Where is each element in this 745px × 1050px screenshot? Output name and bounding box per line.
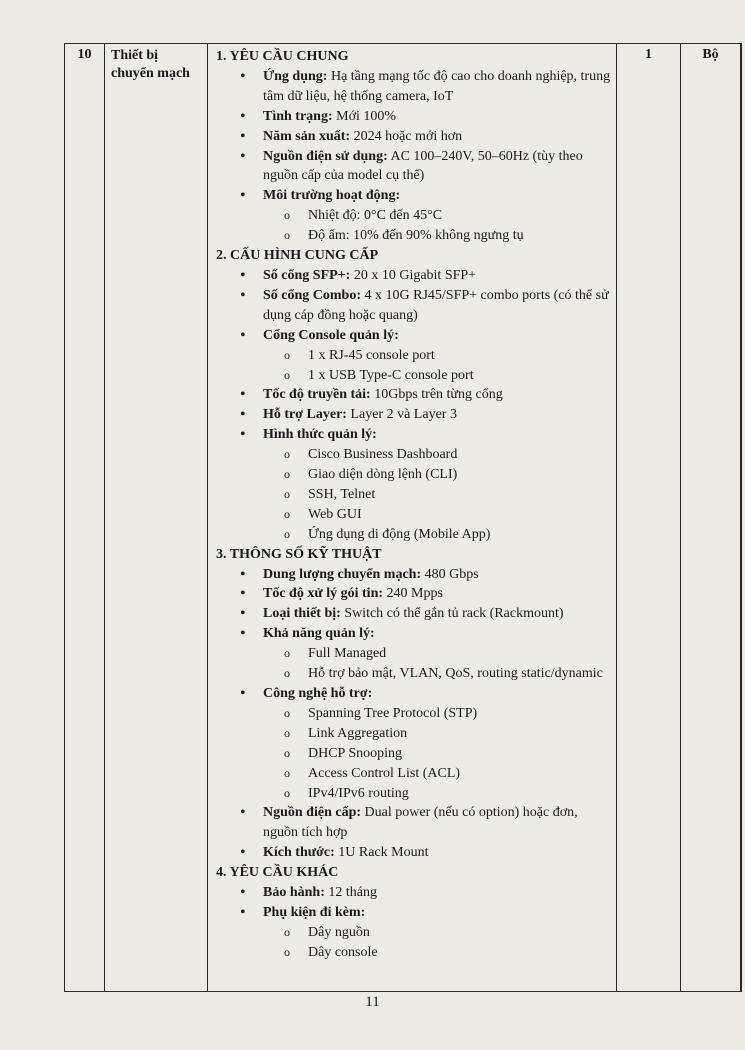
item-label: Tình trạng:	[263, 108, 333, 124]
item-label: Loại thiết bị:	[263, 606, 341, 622]
item-text: Layer 2 và Layer 3	[346, 407, 457, 423]
item-text: Switch có thể gắn tủ rack (Rackmount)	[340, 606, 564, 622]
list-item	[216, 67, 612, 107]
item-quantity: 1	[617, 44, 681, 992]
item-label: Kích thước:	[263, 845, 335, 861]
list-item	[216, 326, 612, 346]
item-number: 10	[65, 44, 105, 992]
item-text: 240 Mpps	[383, 586, 443, 602]
sub-list-item: o Link Aggregation	[216, 724, 612, 744]
sub-list-item: o IPv4/IPv6 routing	[216, 784, 612, 804]
list-item	[216, 624, 612, 644]
list-item	[216, 107, 612, 127]
item-label: Công nghệ hỗ trợ:	[263, 686, 373, 701]
item-text: AC 100–240V, 50–60Hz (tùy theo nguồn cấp của model cụ thể)	[263, 148, 583, 184]
sub-list-item: o SSH, Telnet	[216, 485, 612, 505]
sub-list-item: o Full Managed	[216, 644, 612, 664]
empty-cell	[741, 44, 742, 992]
list-item	[216, 127, 612, 147]
item-text: 10Gbps trên từng cổng	[370, 387, 503, 403]
page-number: 11	[365, 994, 380, 1010]
item-text: Hạ tầng mạng tốc độ cao cho doanh nghiệp, trung tâm dữ liệu, hệ thống camera, IoT	[263, 68, 611, 104]
list-item	[216, 147, 612, 187]
list-item	[216, 584, 612, 604]
list-item	[216, 883, 612, 903]
sub-list-item: o Nhiệt độ: 0°C đến 45°C	[216, 206, 612, 226]
item-text: 2024 hoặc mới hơn	[350, 128, 463, 144]
section-heading: 4. YÊU CẦU KHÁC	[216, 865, 339, 881]
sub-list-item: o DHCP Snooping	[216, 744, 612, 764]
item-label: Khả năng quản lý:	[263, 626, 375, 642]
section-heading: 2. CẤU HÌNH CUNG CẤP	[216, 248, 379, 264]
list-item	[216, 843, 612, 863]
section-heading: 3. THÔNG SỐ KỸ THUẬT	[216, 546, 382, 562]
list-item	[216, 565, 612, 585]
item-label: Cổng Console quản lý:	[263, 327, 399, 343]
item-label: Môi trường hoạt động:	[263, 188, 401, 204]
item-label: Bảo hành:	[263, 885, 325, 901]
item-label: Nguồn điện cấp:	[263, 805, 362, 821]
sub-list-item: o Web GUI	[216, 505, 612, 525]
item-label: Số cổng Combo:	[263, 287, 362, 303]
item-text: 12 tháng	[324, 885, 377, 901]
item-text: 4 x 10G RJ45/SFP+ combo ports (có thể sử dụng cáp đồng hoặc quang)	[263, 287, 609, 323]
item-text: Dual power (nếu có option) hoặc đơn, nguồn tích hợp	[263, 805, 578, 841]
list-item	[216, 286, 612, 326]
item-text: 480 Gbps	[421, 566, 479, 582]
sub-list-item: o Hỗ trợ bảo mật, VLAN, QoS, routing static/dynamic	[216, 664, 612, 684]
list-item	[216, 684, 612, 704]
sub-list-item: o Cisco Business Dashboard	[216, 445, 612, 465]
sub-list-item: o 1 x USB Type-C console port	[216, 366, 612, 386]
sub-list-item: o 1 x RJ-45 console port	[216, 346, 612, 366]
item-label: Năm sản xuất:	[263, 128, 351, 144]
item-name: Thiết bị chuyển mạch	[105, 44, 208, 992]
list-item	[216, 803, 612, 843]
table-row	[65, 44, 742, 992]
item-label: Hỗ trợ Layer:	[263, 407, 347, 423]
item-description	[208, 44, 617, 992]
item-label: Ứng dụng:	[263, 68, 328, 84]
item-label: Tốc độ xử lý gói tin:	[263, 586, 384, 602]
sub-list-item: o Giao diện dòng lệnh (CLI)	[216, 465, 612, 485]
spec-table	[64, 43, 742, 992]
item-unit: Bộ	[681, 44, 741, 992]
list-item	[216, 604, 612, 624]
item-label: Hình thức quản lý:	[263, 427, 377, 443]
list-item	[216, 266, 612, 286]
sub-list-item: o Ứng dụng di động (Mobile App)	[216, 525, 612, 545]
item-label: Nguồn điện sử dụng:	[263, 148, 388, 164]
list-item	[216, 405, 612, 425]
item-text: 20 x 10 Gigabit SFP+	[350, 267, 477, 283]
item-label: Số cổng SFP+:	[263, 267, 351, 283]
list-item	[216, 425, 612, 445]
sub-list-item: o Access Control List (ACL)	[216, 764, 612, 784]
list-item	[216, 385, 612, 405]
sub-list-item: o Dây nguồn	[216, 923, 612, 943]
list-item	[216, 903, 612, 923]
item-label: Dung lượng chuyển mạch:	[263, 566, 422, 582]
section-heading: 1. YÊU CẦU CHUNG	[216, 49, 349, 64]
sub-list-item: o Spanning Tree Protocol (STP)	[216, 704, 612, 724]
item-label: Tốc độ truyền tải:	[263, 387, 371, 403]
item-label: Phụ kiện đi kèm:	[263, 904, 366, 920]
sub-list-item: o Dây console	[216, 943, 612, 963]
item-text: Mới 100%	[332, 108, 397, 124]
list-item	[216, 186, 612, 206]
sub-list-item: o Độ ẩm: 10% đến 90% không ngưng tụ	[216, 226, 612, 246]
item-text: 1U Rack Mount	[334, 845, 429, 861]
